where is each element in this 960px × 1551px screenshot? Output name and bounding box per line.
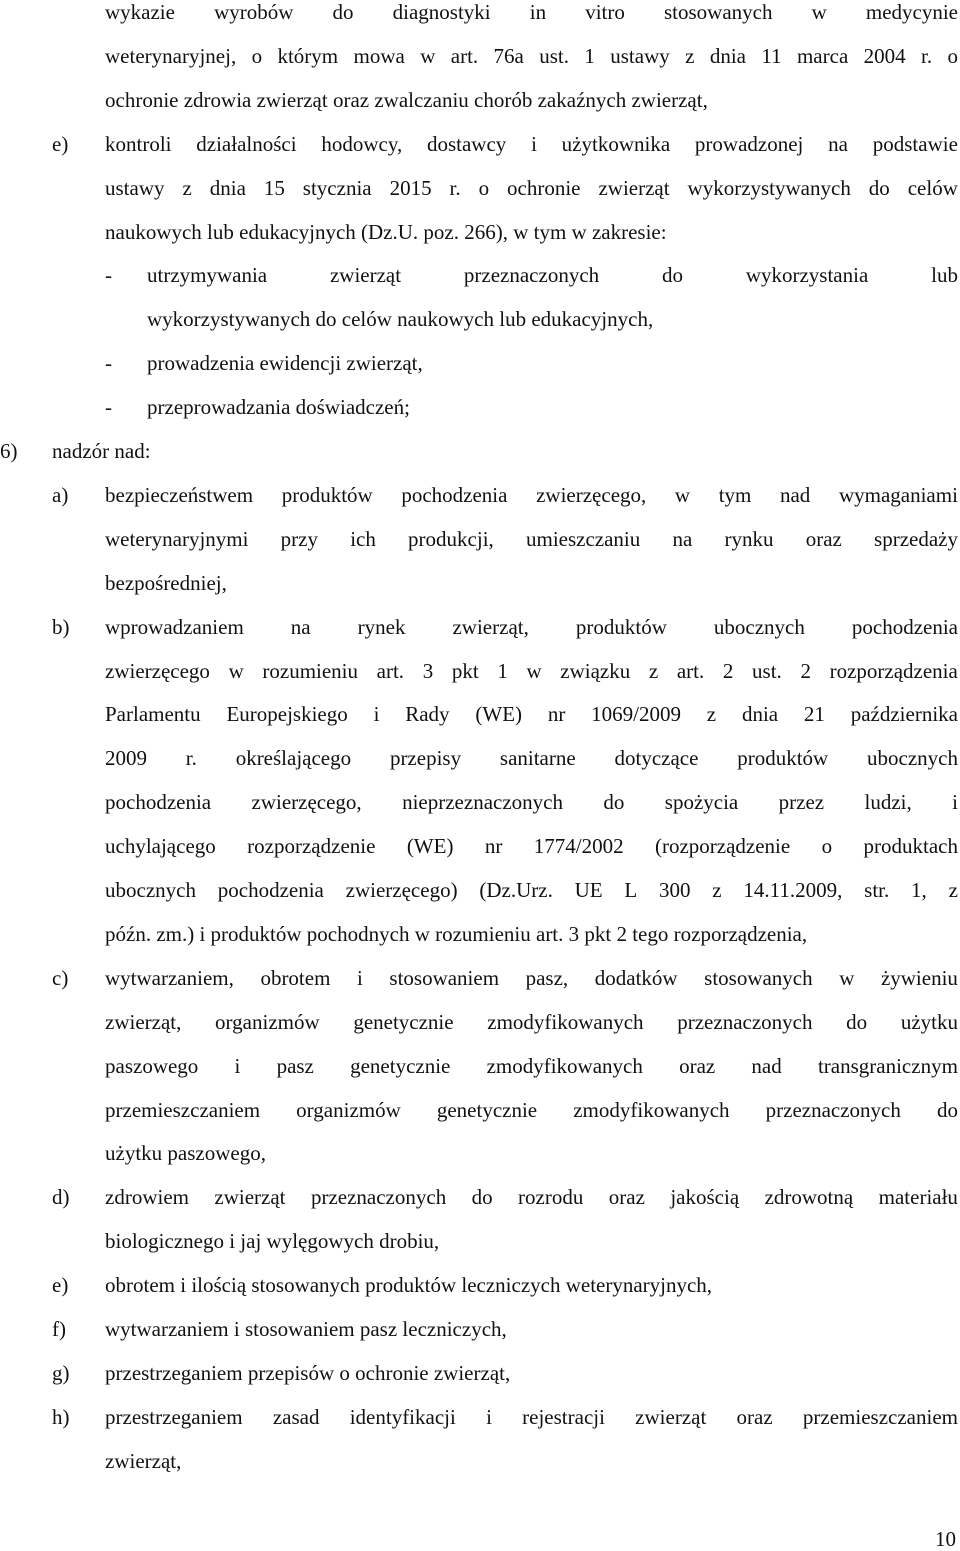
paragraph-line: zwierzęcego w rozumieniu art. 3 pkt 1 w związku z art. 2 ust. 2 rozporządzenia	[105, 658, 958, 683]
paragraph-line: wytwarzaniem i stosowaniem pasz leczniczych,	[105, 1317, 507, 1341]
paragraph-line: ustawy z dnia 15 stycznia 2015 r. o ochronie zwierząt wykorzystywanych do celów	[105, 175, 958, 200]
paragraph-line: weterynaryjnej, o którym mowa w art. 76a ust. 1 ustawy z dnia 11 marca 2004 r. o	[105, 43, 958, 68]
list-marker: b)	[52, 614, 70, 639]
paragraph-line: bezpośredniej,	[105, 570, 227, 595]
paragraph-line: 2009 r. określającego przepisy sanitarne dotyczące produktów ubocznych	[105, 746, 958, 771]
paragraph-line: ochronie zdrowia zwierząt oraz zwalczaniu chorób zakaźnych zwierząt,	[105, 87, 708, 112]
paragraph-line: utrzymywania zwierząt przeznaczonych do wykorzystania lub	[147, 263, 958, 288]
paragraph-line: zwierząt, organizmów genetycznie zmodyfikowanych przeznaczonych do użytku	[105, 1009, 958, 1034]
paragraph-line: naukowych lub edukacyjnych (Dz.U. poz. 266), w tym w zakresie:	[105, 219, 667, 244]
list-marker: -	[105, 351, 112, 376]
paragraph-line: bezpieczeństwem produktów pochodzenia zwierzęcego, w tym nad wymaganiami	[105, 482, 958, 507]
list-marker: e)	[52, 1273, 69, 1298]
list-marker: g)	[52, 1360, 70, 1385]
paragraph-line: przestrzeganiem przepisów o ochronie zwierząt,	[105, 1360, 511, 1385]
paragraph-line: przemieszczaniem organizmów genetycznie zmodyfikowanych przeznaczonych do	[105, 1097, 958, 1122]
list-marker: -	[105, 395, 112, 420]
paragraph-line: wytwarzaniem, obrotem i stosowaniem pasz, dodatków stosowanych w żywieniu	[105, 965, 958, 990]
list-marker: 6)	[0, 439, 18, 463]
paragraph-line: obrotem i ilością stosowanych produktów leczniczych weterynaryjnych,	[105, 1273, 713, 1298]
list-marker: d)	[52, 1185, 70, 1210]
list-marker: e)	[52, 131, 69, 156]
paragraph-line: przeprowadzania doświadczeń;	[147, 395, 410, 420]
paragraph-line: Parlamentu Europejskiego i Rady (WE) nr 1069/2009 z dnia 21 października	[105, 702, 958, 727]
paragraph-line: późn. zm.) i produktów pochodnych w rozumieniu art. 3 pkt 2 tego rozporządzenia,	[105, 921, 808, 946]
paragraph-line: wykorzystywanych do celów naukowych lub edukacyjnych,	[147, 307, 654, 332]
paragraph-line: ubocznych pochodzenia zwierzęcego) (Dz.Urz. UE L 300 z 14.11.2009, str. 1, z	[105, 878, 958, 902]
paragraph-line: weterynaryjnymi przy ich produkcji, umieszczaniu na rynku oraz sprzedaży	[105, 526, 958, 551]
paragraph-line: uchylającego rozporządzenie (WE) nr 1774/2002 (rozporządzenie o produktach	[105, 834, 958, 859]
paragraph-line: wprowadzaniem na rynek zwierząt, produktów ubocznych pochodzenia	[105, 614, 958, 639]
section-title: nadzór nad:	[52, 439, 151, 463]
paragraph-line: użytku paszowego,	[105, 1141, 266, 1166]
list-marker: f)	[52, 1317, 66, 1341]
paragraph-line: zdrowiem zwierząt przeznaczonych do rozrodu oraz jakością zdrowotną materiału	[105, 1185, 958, 1210]
paragraph-line: paszowego i pasz genetycznie zmodyfikowanych oraz nad transgranicznym	[105, 1053, 958, 1078]
list-marker: -	[105, 263, 112, 288]
list-marker: h)	[52, 1404, 70, 1429]
page-number: 10	[935, 1527, 956, 1551]
paragraph-line: zwierząt,	[105, 1448, 182, 1473]
paragraph-line: przestrzeganiem zasad identyfikacji i rejestracji zwierząt oraz przemieszczaniem	[105, 1404, 958, 1429]
list-marker: c)	[52, 965, 69, 990]
paragraph-line: prowadzenia ewidencji zwierząt,	[147, 351, 423, 376]
paragraph-line: kontroli działalności hodowcy, dostawcy i użytkownika prowadzonej na podstawie	[105, 131, 958, 156]
list-marker: a)	[52, 482, 69, 507]
paragraph-line: wykazie wyrobów do diagnostyki in vitro stosowanych w medycynie	[105, 0, 958, 24]
paragraph-line: biologicznego i jaj wylęgowych drobiu,	[105, 1229, 440, 1254]
paragraph-line: pochodzenia zwierzęcego, nieprzeznaczonych do spożycia przez ludzi, i	[105, 790, 958, 815]
